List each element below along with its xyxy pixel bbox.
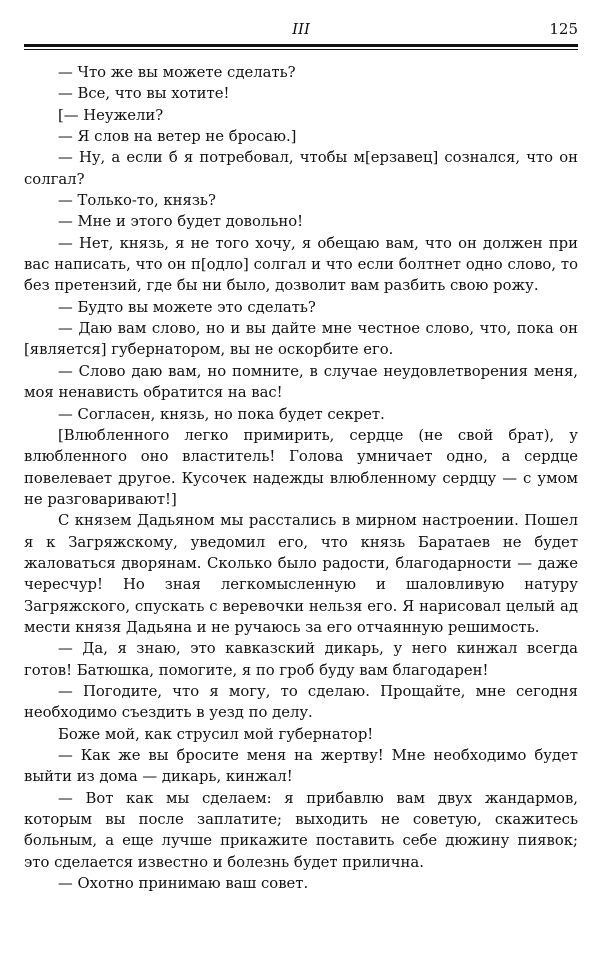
paragraph: — Согласен, князь, но пока будет секрет. bbox=[58, 405, 385, 423]
paragraph: — Будто вы можете это сделать? bbox=[58, 298, 316, 316]
paragraph: — Даю вам слово, но и вы дайте мне честное слово, что, пока он [является] губернатором, вы не оскорбите его. bbox=[24, 320, 578, 359]
paragraph: — Слово даю вам, но помните, в случае неудовлетворения меня, моя ненависть обратится на вас! bbox=[24, 362, 578, 402]
paragraph: — Только-то, князь? bbox=[58, 192, 216, 210]
paragraph: — Мне и этого будет довольно! bbox=[58, 213, 304, 231]
body-text bbox=[24, 62, 578, 894]
paragraph: — Все, что вы хотите! bbox=[58, 85, 230, 103]
paragraph: [Влюбленного легко примирить, сердце (не свой брат), у влюбленного оно властитель! Голова умничает одно, а сердце повелевает другое. Кусочек надежды влюбленному сердцу — с умом не разговаривают!] bbox=[24, 426, 578, 508]
paragraph: — Что же вы можете сделать? bbox=[58, 64, 296, 81]
paragraph: — Нет, князь, я не того хочу, я обещаю вам, что он должен при вас написать, что он п[одло] солгал и что если болтнет одно слово, то без претензий, где бы ни было, дозволит вам разбить свою рожу. bbox=[24, 234, 578, 295]
paragraph: — Да, я знаю, это кавказский дикарь, у него кинжал всегда готов! Батюшка, помогите, я по гроб буду вам благодарен! bbox=[24, 640, 578, 679]
header-rule-thick bbox=[24, 44, 578, 47]
paragraph: — Ну, а если б я потребовал, чтобы м[ерзавец] сознался, что он солгал? bbox=[24, 149, 578, 188]
header-rule-thin bbox=[24, 49, 578, 50]
page-number: 125 bbox=[549, 20, 578, 38]
paragraph: [— Неужели? bbox=[58, 106, 164, 124]
paragraph: — Я слов на ветер не бросаю.] bbox=[58, 128, 297, 146]
paragraph: — Охотно принимаю ваш совет. bbox=[58, 875, 309, 893]
running-header bbox=[24, 18, 578, 42]
paragraph: — Вот как мы сделаем: я прибавлю вам двух жандармов, которым вы после заплатите; выходить не советую, скажитесь больным, а еще лучше прикажите поставить себе дюжину пиявок; это сделается известно и болезнь будет прилична. bbox=[24, 789, 578, 871]
chapter-number: III bbox=[292, 20, 310, 38]
paragraph: — Как же вы бросите меня на жертву! Мне необходимо будет выйти из дома — дикарь, кинжал! bbox=[24, 747, 578, 786]
paragraph: С князем Дадьяном мы расстались в мирном настроении. Пошел я к Загряжскому, уведомил его, что князь Баратаев не будет жаловаться дворянам. Сколько было радости, благодарности — даже чересчур! Но зная легкомысленную и шаловливую натуру Загряжского, спускать с веревочки нельзя его. Я нарисовал целый ад мести князя Дадьяна и не ручаюсь за его отчаянную решимость. bbox=[24, 512, 578, 636]
paragraph: — Погодите, что я могу, то сделаю. Прощайте, мне сегодня необходимо съездить в уезд по делу. bbox=[24, 682, 578, 722]
paragraph: Боже мой, как струсил мой губернатор! bbox=[58, 725, 374, 743]
